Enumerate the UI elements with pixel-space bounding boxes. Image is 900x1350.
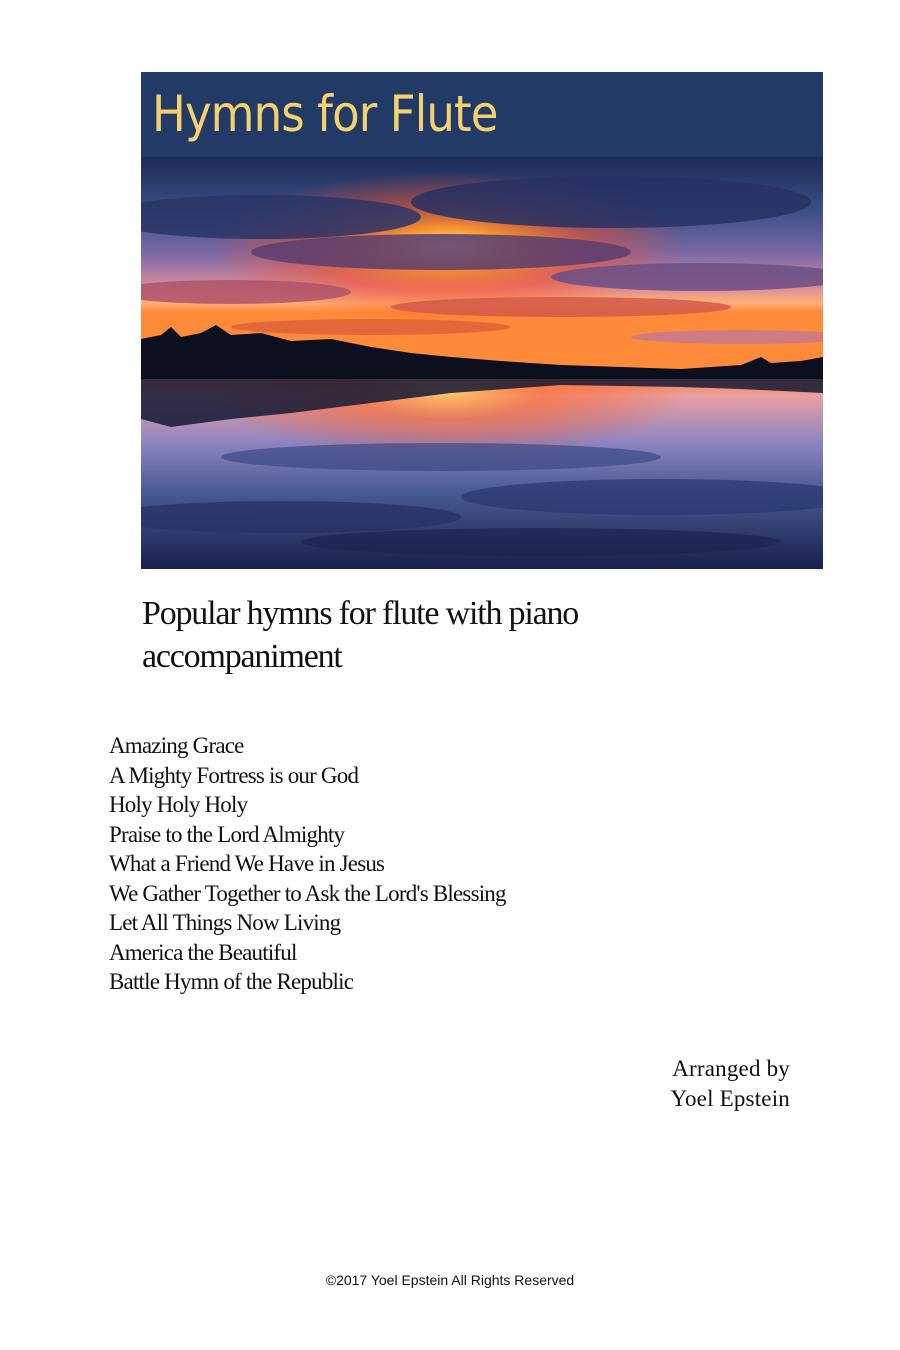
hymn-item: What a Friend We Have in Jesus (109, 851, 385, 876)
hymn-item: A Mighty Fortress is our God (109, 762, 359, 788)
hymn-item: Holy Holy Holy (109, 792, 248, 817)
arranger-credit (670, 1054, 790, 1114)
hymn-item: Let All Things Now Living (109, 910, 341, 935)
hymn-item: Amazing Grace (109, 733, 244, 758)
credit-label: Arranged by (672, 1056, 790, 1081)
arranger-name: Yoel Epstein (670, 1086, 790, 1111)
cover-photo-sunset-lake (141, 157, 823, 569)
hymn-item: America the Beautiful (109, 939, 297, 965)
hymn-item: Praise to the Lord Almighty (109, 821, 345, 847)
copyright-notice: ©2017 Yoel Epstein All Rights Reserved (325, 1272, 575, 1288)
title-band (141, 72, 823, 157)
cover-title: Hymns for Flute (152, 85, 498, 143)
hymn-list (109, 731, 506, 997)
hymn-item: Battle Hymn of the Republic (109, 969, 354, 994)
hymn-item: We Gather Together to Ask the Lord's Blessing (109, 880, 506, 906)
subtitle: Popular hymns for flute with piano accompaniment (142, 595, 579, 675)
